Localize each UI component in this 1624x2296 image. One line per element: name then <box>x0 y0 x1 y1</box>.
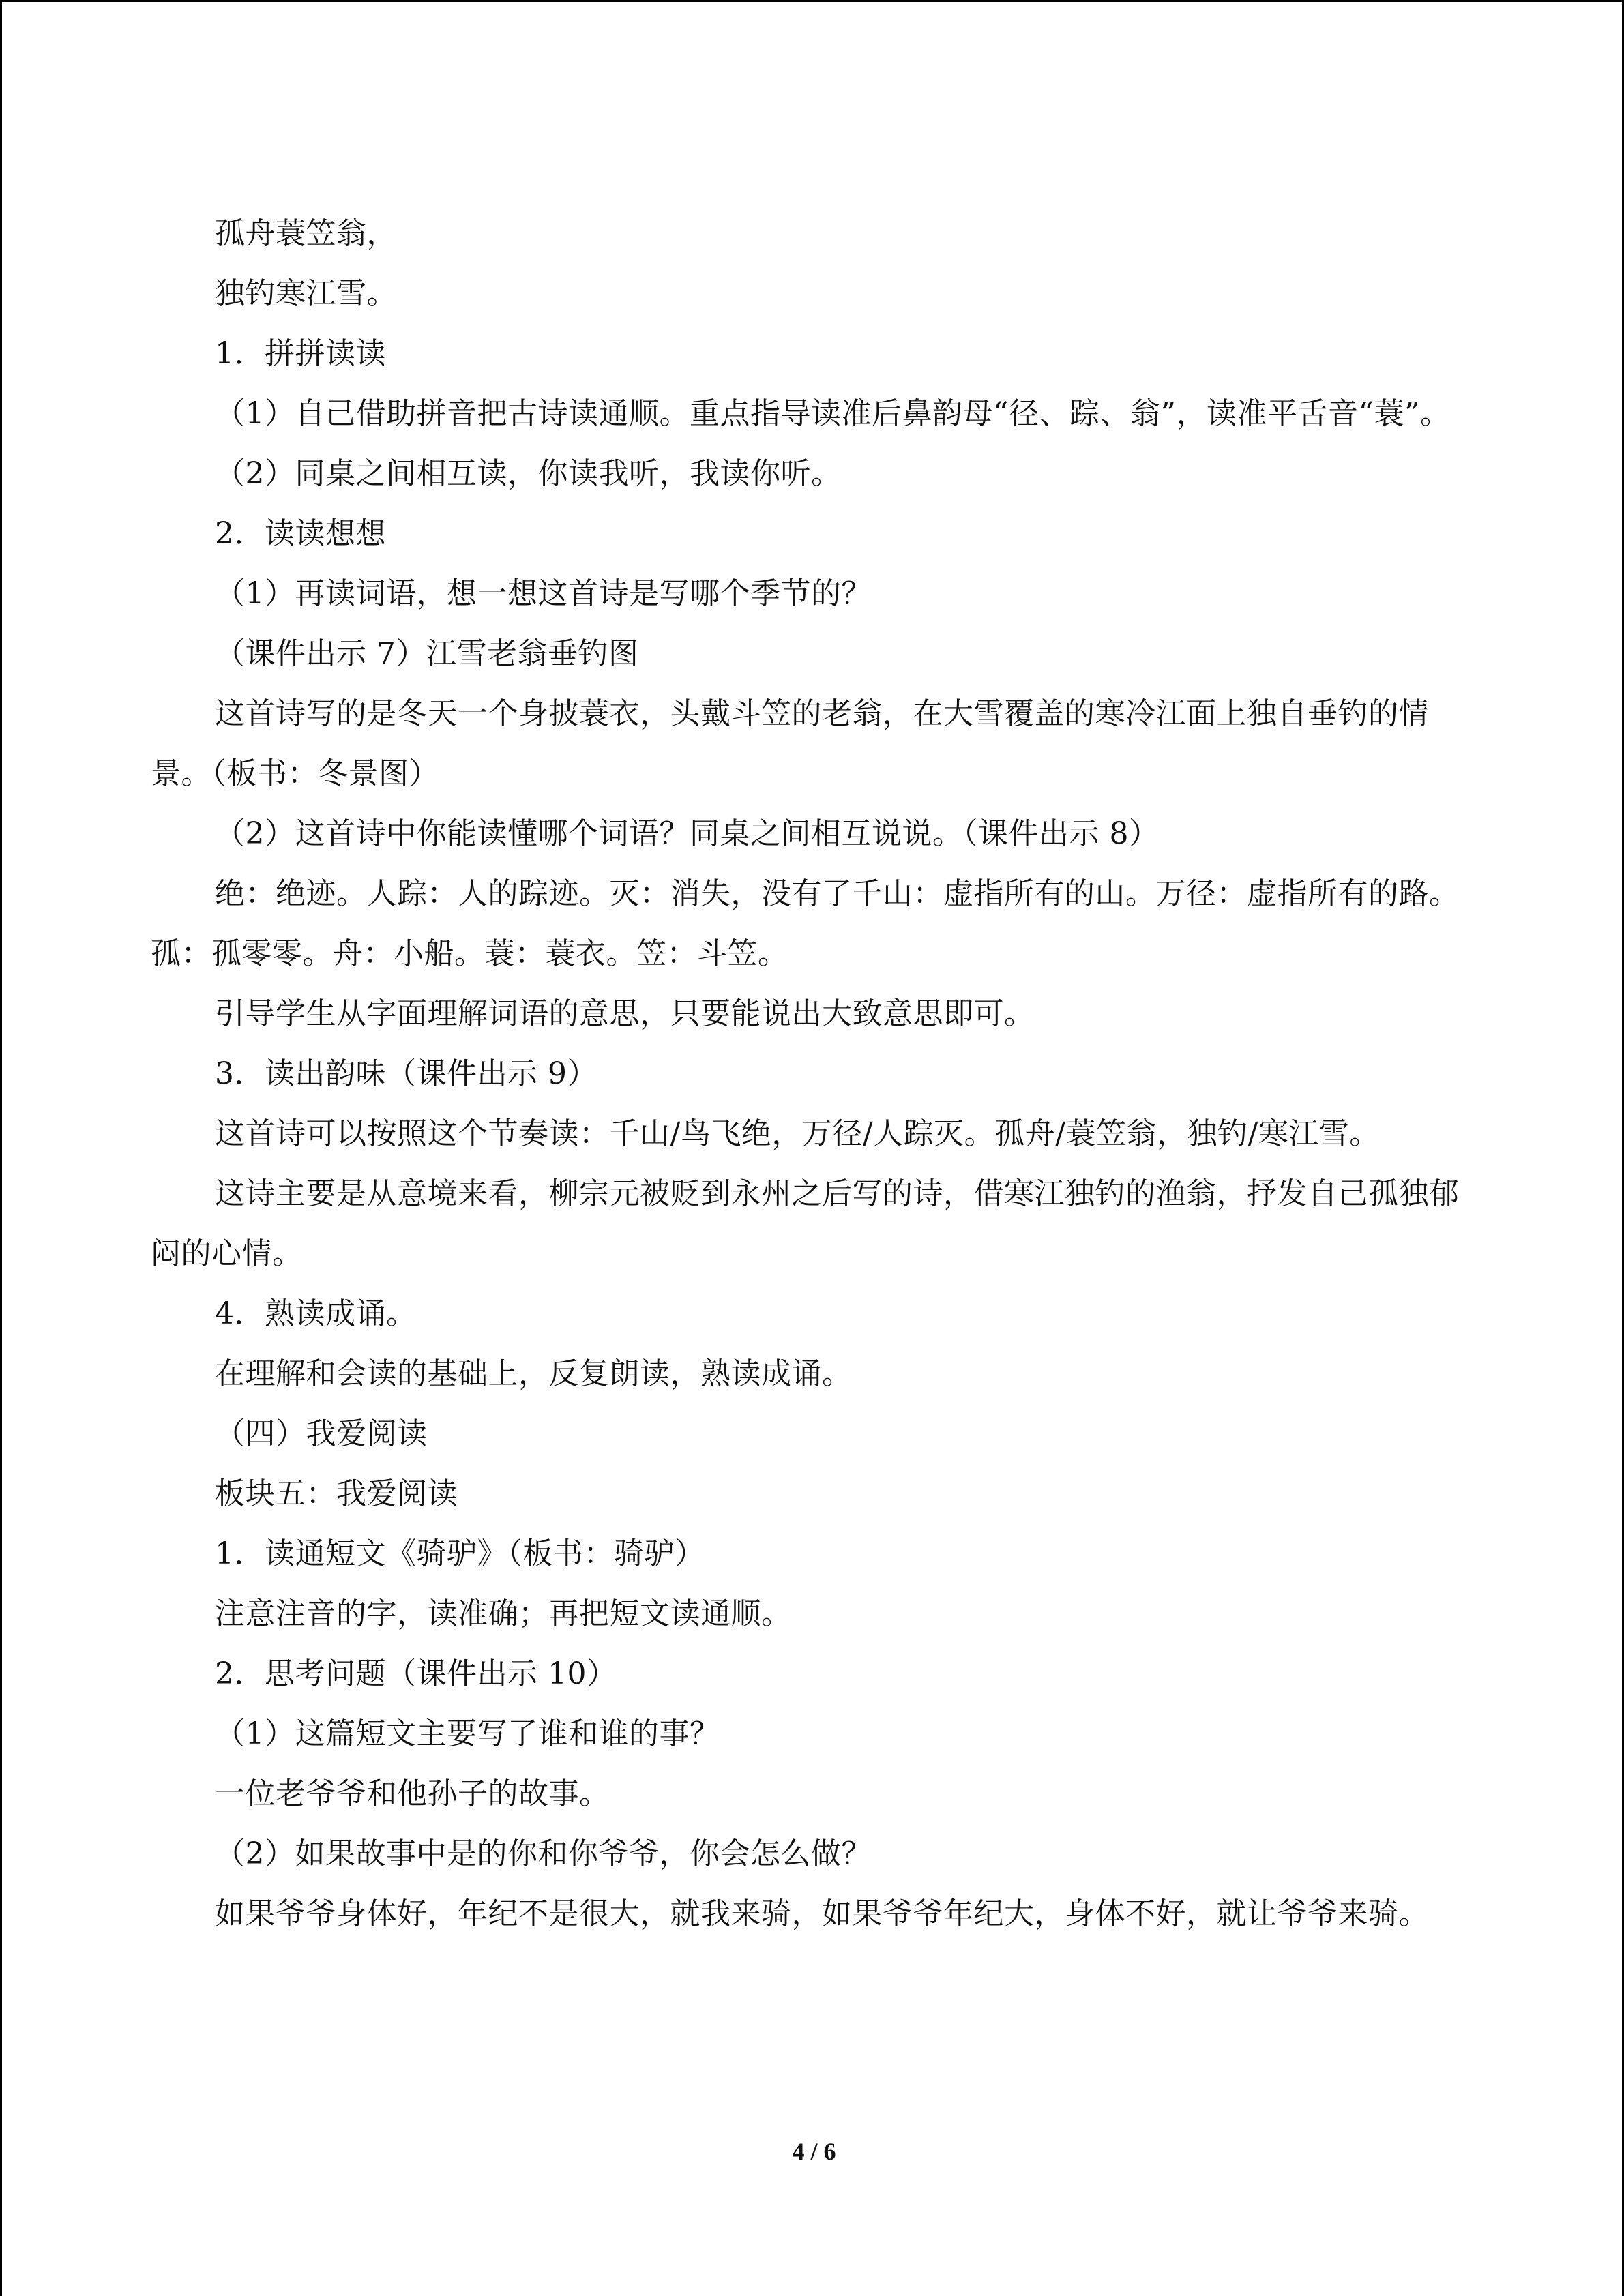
document-body <box>151 204 1460 1944</box>
paragraph: 如果爷爷身体好，年纪不是很大，就我来骑，如果爷爷年纪大，身体不好，就让爷爷来骑。 <box>215 1896 1429 1931</box>
page-number: 4 / 6 <box>792 2138 836 2165</box>
paragraph: （2）如果故事中是的你和你爷爷，你会怎么做？ <box>215 1836 872 1871</box>
paragraph: 这首诗可以按照这个节奏读：千山/鸟飞绝，万径/人踪灭。孤舟/蓑笠翁，独钓/寒江雪。 <box>215 1116 1380 1151</box>
paragraph: 绝：绝迹。人踪：人的踪迹。灭：消失，没有了千山：虚指所有的山。万径：虚指所有的路。孤：孤零零。舟：小船。蓑：蓑衣。笠：斗笠。 <box>151 876 1460 971</box>
section-heading-recite: 4．熟读成诵。 <box>215 1296 417 1331</box>
paragraph: （2）这首诗中你能读懂哪个词语？同桌之间相互说说。（课件出示 8） <box>215 816 1160 851</box>
poem-line-4: 独钓寒江雪。 <box>215 276 397 311</box>
section-heading-short-text: 1．读通短文《骑驴》（板书：骑驴） <box>215 1536 705 1571</box>
paragraph: 这诗主要是从意境来看，柳宗元被贬到永州之后写的诗，借寒江独钓的渔翁，抒发自己孤独郁闷的心情。 <box>151 1176 1460 1271</box>
poem-line-3: 孤舟蓑笠翁， <box>215 216 397 251</box>
paragraph: （1）自己借助拼音把古诗读通顺。重点指导读准后鼻韵母“径、踪、翁”，读准平舌音“蓑”。 <box>215 396 1451 431</box>
paragraph: 一位老爷爷和他孙子的故事。 <box>215 1776 610 1811</box>
paragraph: 注意注音的字，读准确；再把短文读通顺。 <box>215 1596 792 1631</box>
paragraph: （2）同桌之间相互读，你读我听，我读你听。 <box>215 456 842 491</box>
paragraph: 这首诗写的是冬天一个身披蓑衣，头戴斗笠的老翁，在大雪覆盖的寒冷江面上独自垂钓的情景。（板书：冬景图） <box>151 696 1429 791</box>
section-heading-rhythm: 3．读出韵味（课件出示 9） <box>215 1056 597 1091</box>
paragraph: 引导学生从字面理解词语的意思，只要能说出大致意思即可。 <box>215 996 1035 1031</box>
paragraph: （1）这篇短文主要写了谁和谁的事？ <box>215 1716 720 1751</box>
section-heading-spell-read: 1．拼拼读读 <box>215 336 386 371</box>
paragraph: （1）再读词语，想一想这首诗是写哪个季节的？ <box>215 576 872 611</box>
section-heading-reading: （四）我爱阅读 <box>215 1416 428 1451</box>
block-heading: 板块五：我爱阅读 <box>215 1476 458 1511</box>
paragraph: 在理解和会读的基础上，反复朗读，熟读成诵。 <box>215 1356 853 1391</box>
section-heading-read-think: 2．读读想想 <box>215 516 386 551</box>
section-heading-questions: 2．思考问题（课件出示 10） <box>215 1656 617 1691</box>
paragraph: （课件出示 7）江雪老翁垂钓图 <box>215 636 639 671</box>
